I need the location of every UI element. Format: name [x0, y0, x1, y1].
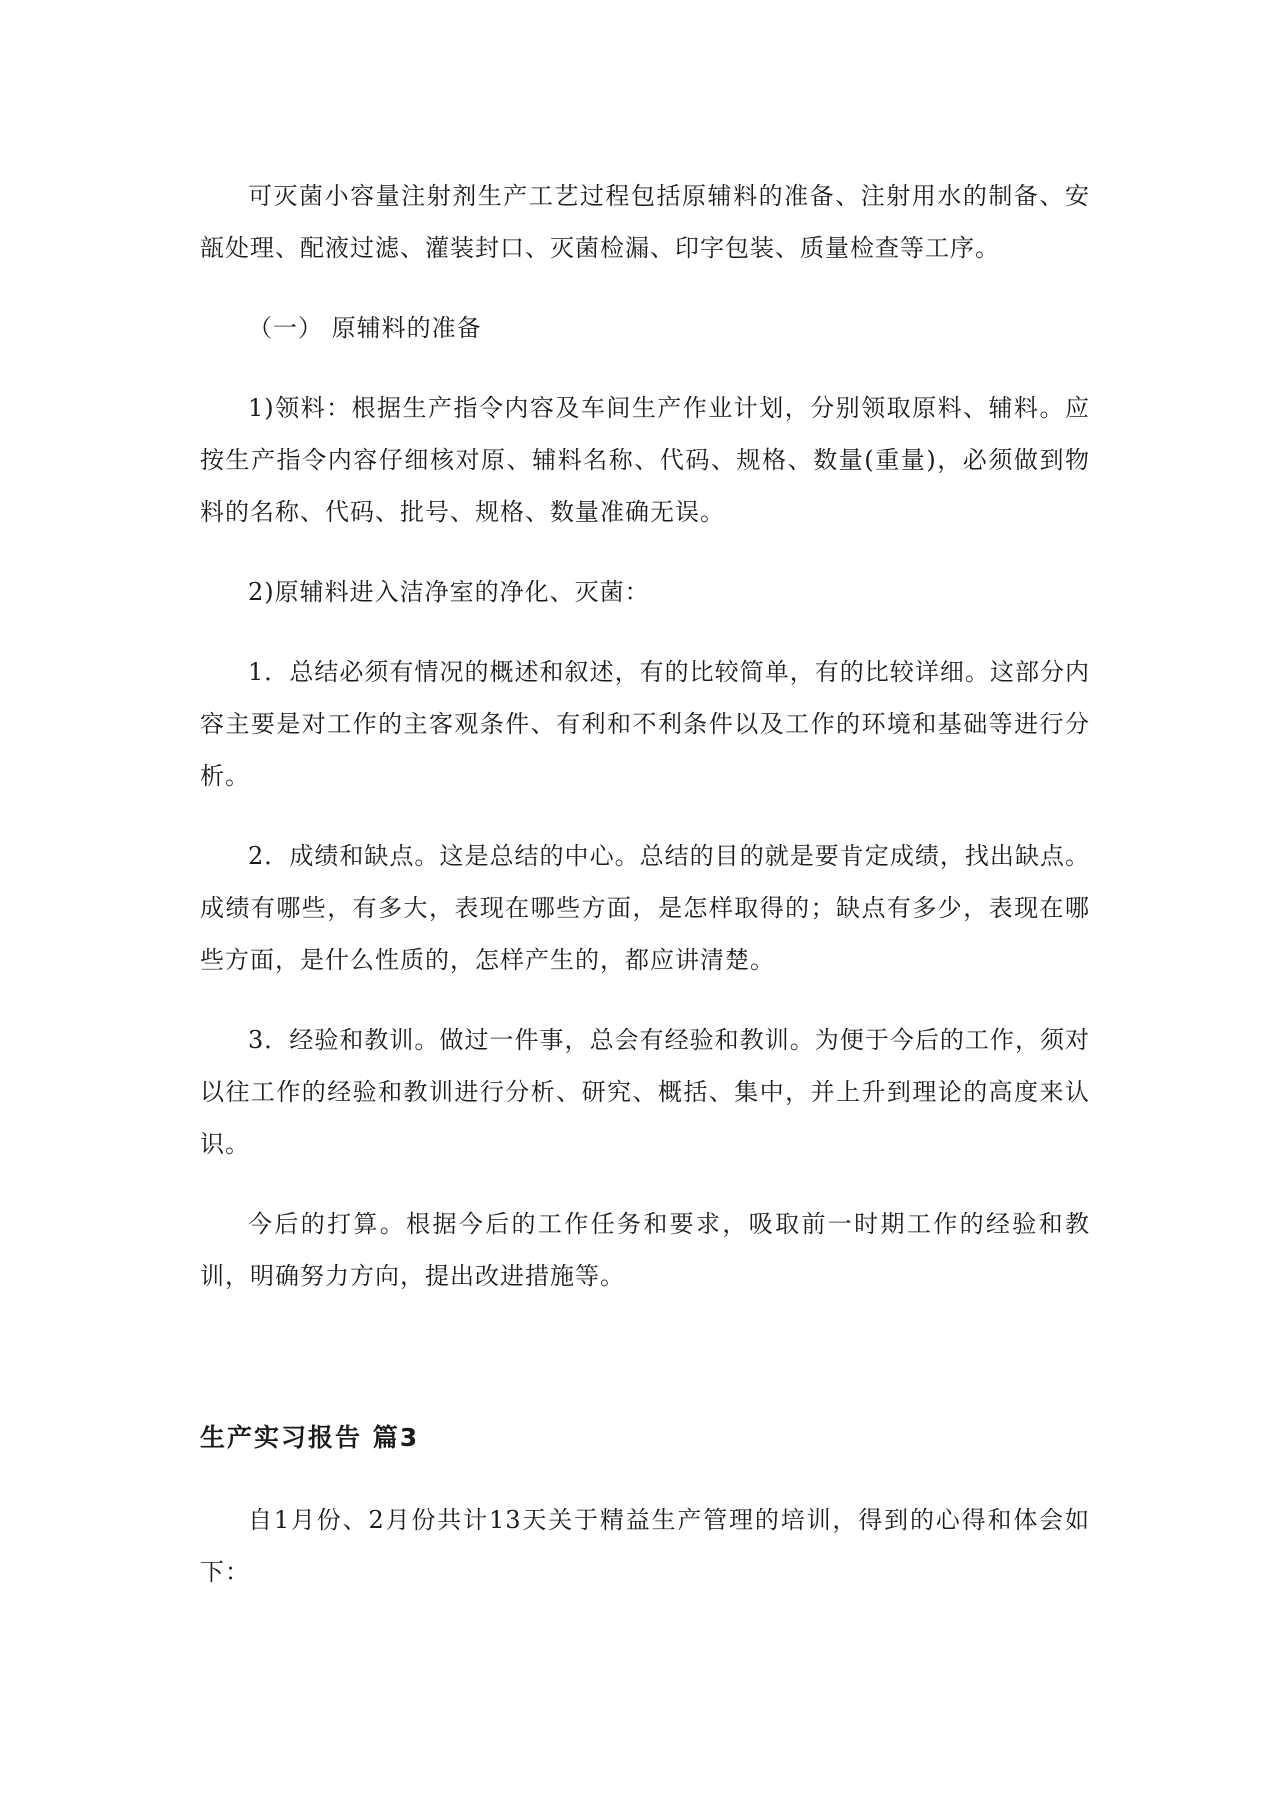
paragraph-future-plans: 今后的打算。根据今后的工作任务和要求，吸取前一时期工作的经验和教训，明确努力方向，提出改进措施等。 — [200, 1210, 1090, 1290]
paragraph-summary-overview: 1．总结必须有情况的概述和叙述，有的比较简单，有的比较详细。这部分内容主要是对工作的主客观条件、有利和不利条件以及工作的环境和基础等进行分析。 — [200, 658, 1090, 790]
paragraph-material-collection: 1)领料：根据生产指令内容及车间生产作业计划，分别领取原料、辅料。应按生产指令内容仔细核对原、辅料名称、代码、规格、数量(重量)，必须做到物料的名称、代码、批号、规格、数量准确无误。 — [200, 394, 1090, 526]
subheading-raw-materials: （一） 原辅料的准备 — [248, 314, 482, 342]
section-heading: 生产实习报告 篇3 — [200, 1423, 420, 1452]
paragraph-process-overview: 可灭菌小容量注射剂生产工艺过程包括原辅料的准备、注射用水的制备、安瓿处理、配液过滤、灌装封口、灭菌检漏、印字包装、质量检查等工序。 — [200, 182, 1090, 262]
paragraph-training-intro: 自1月份、2月份共计13天关于精益生产管理的培训，得到的心得和体会如下： — [200, 1506, 1090, 1586]
document-body — [200, 170, 1090, 1626]
paragraph-cleanroom-sterilization: 2)原辅料进入洁净室的净化、灭菌： — [248, 578, 650, 606]
paragraph-experience-lessons: 3．经验和教训。做过一件事，总会有经验和教训。为便于今后的工作，须对以往工作的经验和教训进行分析、研究、概括、集中，并上升到理论的高度来认识。 — [200, 1026, 1090, 1158]
paragraph-achievements-shortcomings: 2．成绩和缺点。这是总结的中心。总结的目的就是要肯定成绩，找出缺点。成绩有哪些，有多大，表现在哪些方面，是怎样取得的；缺点有多少，表现在哪些方面，是什么性质的，怎样产生的，都应讲清楚。 — [200, 842, 1090, 974]
